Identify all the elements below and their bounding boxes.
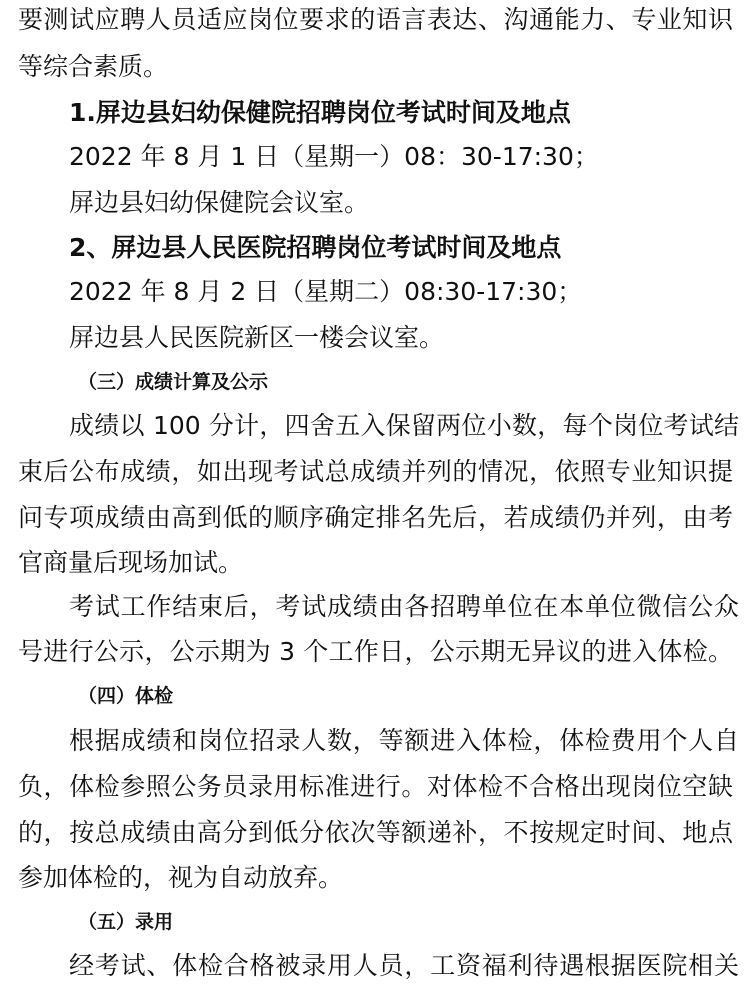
exam-time-2: 2022 年 8 月 2 日（星期二）08:30-17:30； — [69, 277, 583, 306]
section-heading-5: （五）录用 — [78, 911, 174, 933]
employment-paragraph-line-1: 经考试、体检合格被录用人员，工资福利待遇根据医院相关 — [69, 951, 739, 980]
score-paragraph-line-2: 束后公布成绩，如出现考试总成绩并列的情况，依照专业知识提 — [18, 457, 733, 486]
medical-paragraph-line-4: 参加体检的，视为自动放弃。 — [18, 863, 344, 892]
medical-paragraph-line-1: 根据成绩和岗位招录人数，等额进入体检，体检费用个人自 — [69, 726, 739, 755]
score-paragraph-line-4: 官商量后现场加试。 — [18, 548, 244, 577]
publicity-paragraph-line-2: 号进行公示，公示期为 3 个工作日，公示期无异议的进入体检。 — [18, 637, 733, 666]
text-line-1: 要测试应聘人员适应岗位要求的语言表达、沟通能力、专业知识 — [18, 5, 733, 34]
exam-time-1: 2022 年 8 月 1 日（星期一）08：30-17:30； — [69, 142, 599, 171]
publicity-paragraph-line-1: 考试工作结束后，考试成绩由各招聘单位在本单位微信公众 — [69, 592, 739, 621]
exam-place-1: 屏边县妇幼保健院会议室。 — [69, 188, 370, 217]
section-heading-4: （四）体检 — [78, 685, 174, 707]
medical-paragraph-line-2: 负，体检参照公务员录用标准进行。对体检不合格出现岗位空缺 — [18, 772, 733, 801]
text-line-2: 等综合素质。 — [18, 52, 169, 81]
heading-venue-1: 1.屏边县妇幼保健院招聘岗位考试时间及地点 — [69, 98, 571, 127]
score-paragraph-line-1: 成绩以 100 分计，四舍五入保留两位小数，每个岗位考试结 — [69, 411, 739, 440]
heading-venue-2: 2、屏边县人民医院招聘岗位考试时间及地点 — [69, 233, 562, 262]
exam-place-2: 屏边县人民医院新区一楼会议室。 — [69, 323, 445, 352]
section-heading-3: （三）成绩计算及公示 — [78, 371, 269, 393]
score-paragraph-line-3: 问专项成绩由高到低的顺序确定排名先后，若成绩仍并列，由考 — [18, 503, 733, 532]
medical-paragraph-line-3: 的，按总成绩由高分到低分依次等额递补，不按规定时间、地点 — [18, 818, 733, 847]
